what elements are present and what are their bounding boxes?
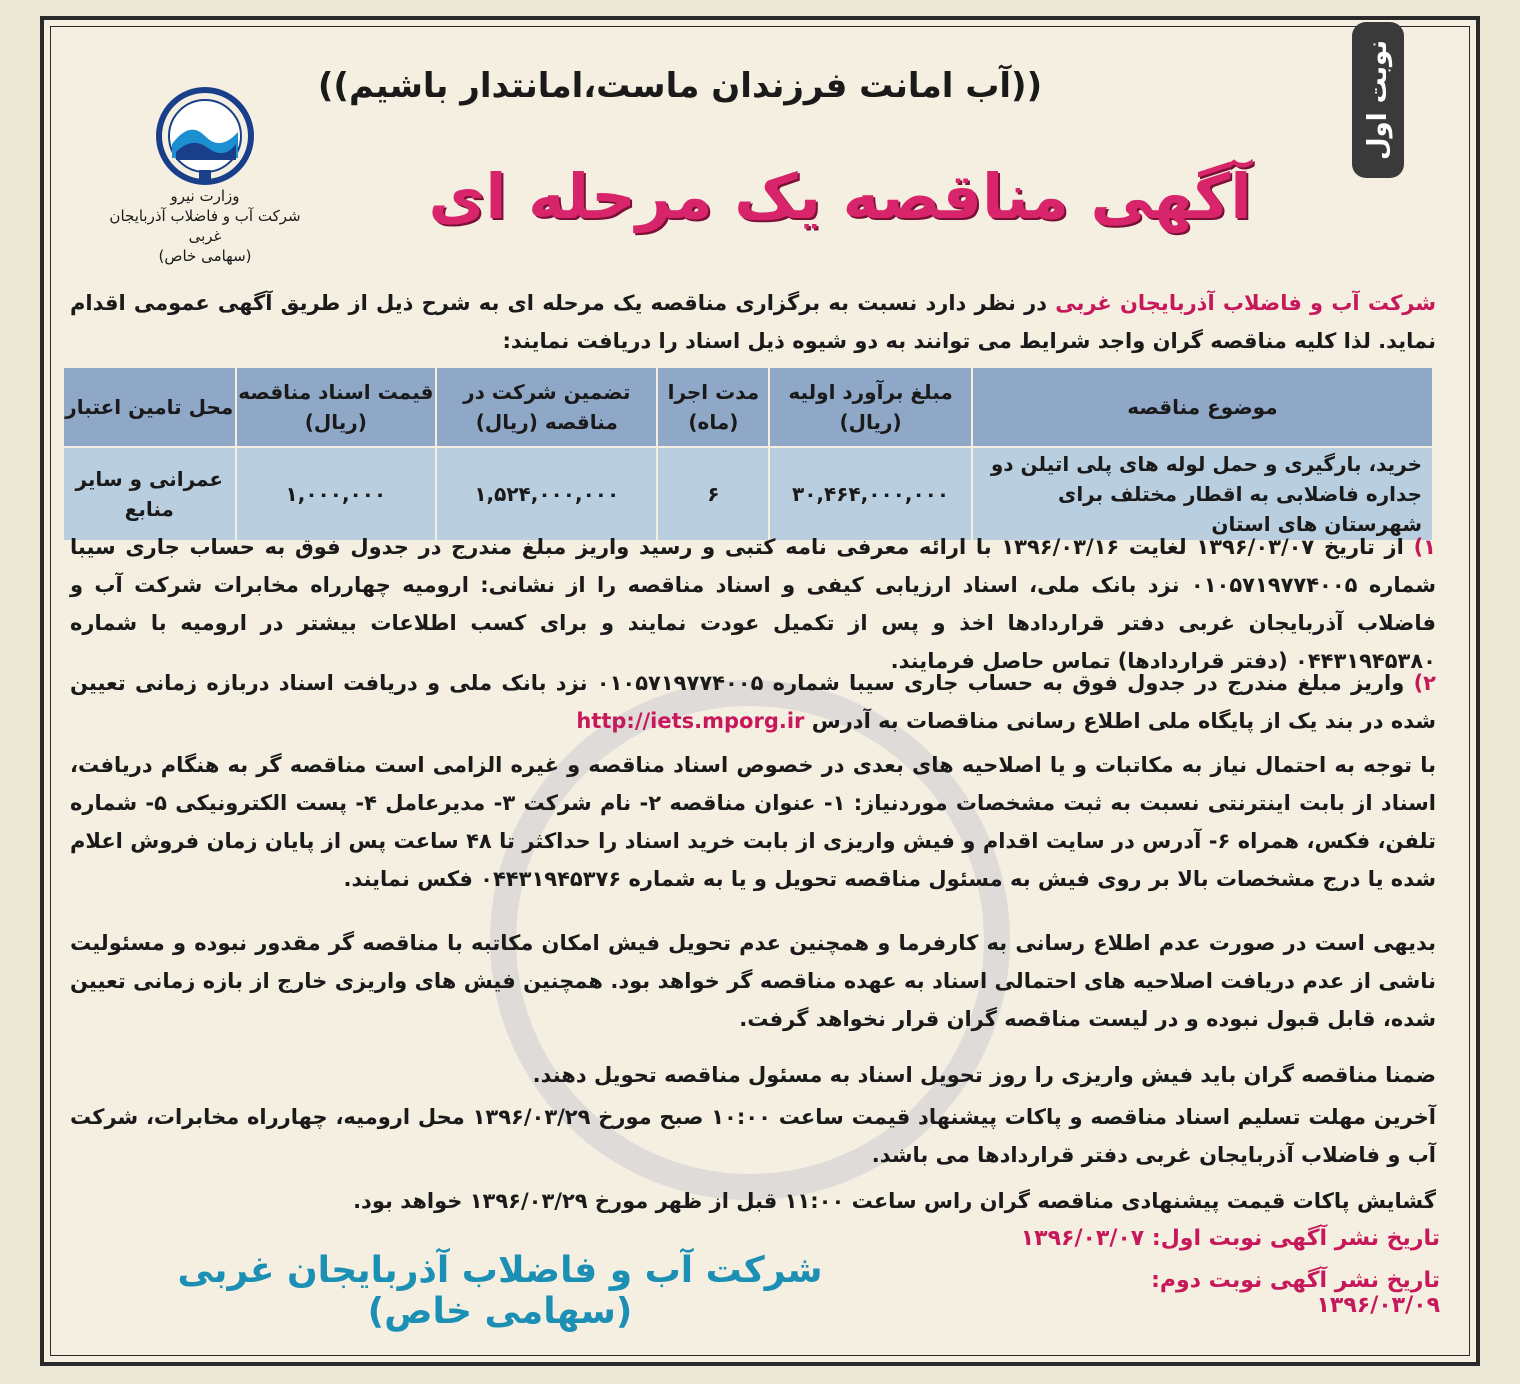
registration-paragraph: با توجه به احتمال نیاز به مکاتبات و یا اصلاحیه های بعدی در خصوص اسناد مناقصه و غیره الزامی است مناقصه گر به هنگام دریافت، اسناد از بابت اینترنتی نسبت به ثبت مشخصات موردنیاز: ۱- عنوان مناقصه ۲- نام شرکت ۳- مدیرعامل ۴- پست الکترونیکی ۵- شماره تلفن، فکس، همراه ۶- آدرس در سایت اقدام و فیش واریزی از بابت خرید اسناد را حداکثر تا ۴۸ ساعت پس از پایان زمان فروش اعلام شده یا درج مشخصات بالا بر روی فیش به مسئول مناقصه تحویل و یا به شماره ۰۴۴۳۱۹۴۵۳۷۶ فکس نمایند. xyxy=(70,753,1436,891)
water-company-logo-icon xyxy=(150,86,260,186)
col-funding: محل تامین اعتبار xyxy=(63,367,236,447)
intro-company: شرکت آب و فاضلاب آذربایجان غربی xyxy=(1055,291,1436,315)
company-signature: شرکت آب و فاضلاب آذربایجان غربی (سهامی خاص) xyxy=(177,1250,823,1332)
deadline-paragraph: آخرین مهلت تسلیم اسناد مناقصه و پاکات پیشنهاد قیمت ساعت ۱۰:۰۰ صبح مورخ ۱۳۹۶/۰۳/۲۹ محل ارومیه، چهارراه مخابرات، شرکت آب و فاضلاب آذربایجان غربی دفتر قراردادها می باشد. xyxy=(70,1105,1436,1167)
turn-badge: نوبت اول xyxy=(1352,22,1404,178)
col-doc-price: قیمت اسناد مناقصه (ریال) xyxy=(236,367,437,447)
logo-block xyxy=(100,86,310,266)
cell-guarantee: ۱,۵۲۴,۰۰۰,۰۰۰ xyxy=(436,447,657,541)
receipt-paragraph: ضمنا مناقصه گران باید فیش واریزی را روز تحویل اسناد به مسئول مناقصه تحویل دهند. xyxy=(532,1063,1436,1087)
logo-company-type: (سهامی خاص) xyxy=(158,247,252,265)
item-1-text: از تاریخ ۱۳۹۶/۰۳/۰۷ لغایت ۱۳۹۶/۰۳/۱۶ با ارائه معرفی نامه کتبی و رسید واریز مبلغ مندرج در جدول فوق به حساب جاری سیبا شماره ۰۱۰۵۷۱۹۷۷۴۰۰۵ نزد بانک ملی، اسناد ارزیابی کیفی و اسناد مناقصه را از نشانی: ارومیه چهارراه مخابرات شرکت آب و فاضلاب آذربایجان غربی دفتر قراردادها اخذ و پس از تکمیل عودت نمایند و برای کسب اطلاعات بیشتر در ارومیه با شماره ۰۴۴۳۱۹۴۵۳۸۰ (دفتر قراردادها) تماس حاصل فرمایند. xyxy=(70,535,1436,673)
liability-paragraph: بدیهی است در صورت عدم اطلاع رسانی به کارفرما و همچنین عدم تحویل فیش امکان مکاتبه با مناقصه گر مقدور نبوده و مسئولیت ناشی از عدم دریافت اصلاحیه های احتمالی اسناد به عهده مناقصه گر خواهد بود. همچنین فیش های واریزی خارج از بازه زمانی تعیین شده، قابل قبول نبوده و در لیست مناقصه گران قرار نخواهد گرفت. xyxy=(70,931,1436,1031)
item-2-number: ۲) xyxy=(1413,671,1436,695)
publish-date-second: تاریخ نشر آگهی نوبت دوم: ۱۳۹۶/۰۳/۰۹ xyxy=(1151,1268,1440,1318)
col-duration: مدت اجرا (ماه) xyxy=(657,367,769,447)
tender-table xyxy=(62,366,1434,542)
tender-portal-link[interactable]: http://iets.mporg.ir xyxy=(576,709,805,733)
col-subject: موضوع مناقصه xyxy=(972,367,1433,447)
col-guarantee: تضمین شرکت در مناقصه (ریال) xyxy=(436,367,657,447)
page-title: آگهی مناقصه یک مرحله ای xyxy=(428,160,1252,233)
table-row xyxy=(63,447,1433,541)
slogan: ((آب امانت فرزندان ماست،امانتدار باشیم)) xyxy=(317,66,1043,106)
intro-paragraph xyxy=(70,284,1436,360)
cell-funding: عمرانی و سایر منابع xyxy=(63,447,236,541)
item-1 xyxy=(70,528,1436,680)
opening-paragraph: گشایش پاکات قیمت پیشنهادی مناقصه گران راس ساعت ۱۱:۰۰ قبل از ظهر مورخ ۱۳۹۶/۰۳/۲۹ خواهد بود. xyxy=(353,1189,1436,1213)
cell-doc-price: ۱,۰۰۰,۰۰۰ xyxy=(236,447,437,541)
logo-ministry: وزارت نیرو xyxy=(170,187,240,205)
table-header-row xyxy=(63,367,1433,447)
intro-text: در نظر دارد نسبت به برگزاری مناقصه یک مرحله ای به شرح ذیل از طریق آگهی عمومی اقدام نماید. لذا کلیه مناقصه گران واجد شرایط می توانند به دو شیوه ذیل اسناد را دریافت نمایند: xyxy=(70,291,1436,353)
logo-company: شرکت آب و فاضلاب آذربایجان غربی xyxy=(109,207,301,245)
cell-estimate: ۳۰,۴۶۴,۰۰۰,۰۰۰ xyxy=(769,447,971,541)
item-1-number: ۱) xyxy=(1413,535,1436,559)
item-2 xyxy=(70,664,1436,740)
item-2-text: واریز مبلغ مندرج در جدول فوق به حساب جاری سیبا شماره ۰۱۰۵۷۱۹۷۷۴۰۰۵ نزد بانک ملی و دریافت اسناد دربازه زمانی تعیین شده در بند یک از پایگاه ملی اطلاع رسانی مناقصات به آدرس xyxy=(70,671,1436,733)
cell-duration: ۶ xyxy=(657,447,769,541)
cell-subject: خرید، بارگیری و حمل لوله های پلی اتیلن دو جداره فاضلابی به اقطار مختلف برای شهرستان های استان xyxy=(972,447,1433,541)
publish-date-first: تاریخ نشر آگهی نوبت اول: ۱۳۹۶/۰۳/۰۷ xyxy=(1020,1226,1440,1251)
col-estimate: مبلغ برآورد اولیه (ریال) xyxy=(769,367,971,447)
